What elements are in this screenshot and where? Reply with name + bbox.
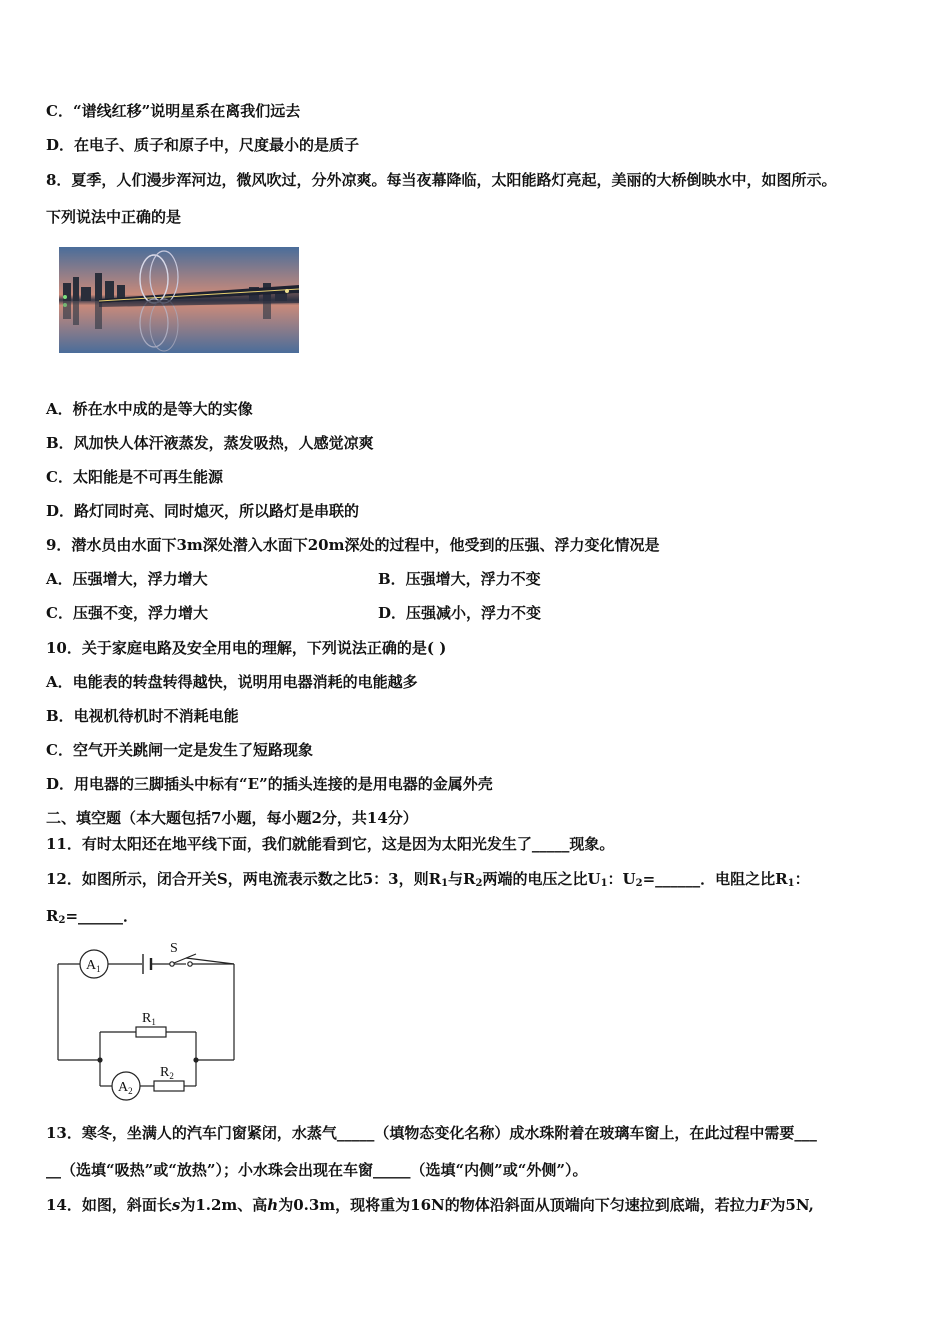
label-letter: R xyxy=(142,1011,152,1026)
q10-option-a: A．电能表的转盘转得越快，说明用电器消耗的电能越多 xyxy=(46,673,418,691)
resistor-r2-label xyxy=(160,1065,174,1081)
q13-line2: __（选填“吸热”或“放热”）；小水珠会出现在车窗_____（选填“内侧”或“外侧”）。 xyxy=(46,1161,588,1179)
q10-option-c: C．空气开关跳闸一定是发生了短路现象 xyxy=(46,741,313,759)
label-sub: 1 xyxy=(151,1017,156,1027)
label-letter: A xyxy=(86,958,97,973)
label-letter: R xyxy=(160,1065,170,1080)
q8-stem-line1: 8．夏季，人们漫步浑河边，微风吹过，分外凉爽。每当夜幕降临，太阳能路灯亮起，美丽的大桥倒映水中，如图所示。 xyxy=(46,171,837,189)
q14-text: 为5N, xyxy=(770,1196,814,1214)
q12-subscript: 2 xyxy=(635,878,643,889)
ammeter-a1-label xyxy=(86,958,101,974)
q12-stem-line2 xyxy=(46,906,138,931)
q14-var-f: F xyxy=(759,1196,771,1214)
q12-subscript: 1 xyxy=(600,878,608,889)
q12-subscript: 1 xyxy=(441,878,449,889)
q7-option-c: C．“谱线红移”说明星系在离我们远去 xyxy=(46,102,301,120)
q14-text: 14．如图，斜面长 xyxy=(46,1196,172,1214)
q12-text: =______．电阻之比R xyxy=(642,870,788,888)
resistor-r1-label xyxy=(142,1011,156,1027)
q12-subscript: 1 xyxy=(787,878,795,889)
label-sub: 1 xyxy=(96,964,101,974)
q8-option-c: C．太阳能是不可再生能源 xyxy=(46,468,223,486)
q9-option-d: D．压强减小，浮力不变 xyxy=(378,604,542,622)
q12-stem-line1 xyxy=(46,869,810,894)
label-letter: A xyxy=(118,1080,129,1095)
q12-subscript: 2 xyxy=(475,878,483,889)
label-sub: 2 xyxy=(128,1086,133,1096)
q7-option-d: D．在电子、质子和原子中，尺度最小的是质子 xyxy=(46,136,360,154)
label-sub: 2 xyxy=(169,1071,174,1081)
q9-option-a: A．压强增大，浮力增大 xyxy=(46,570,208,588)
section-fill-in-heading: 二、填空题（本大题包括7小题，每小题2分，共14分） xyxy=(46,809,418,827)
q14-text: 为1.2m、高 xyxy=(180,1196,268,1214)
switch-s-label: S xyxy=(170,941,178,956)
q12-subscript: 2 xyxy=(58,915,66,926)
q13-line1: 13．寒冬，坐满人的汽车门窗紧闭，水蒸气_____（填物态变化名称）成水珠附着在玻璃车窗上，在此过程中需要___ xyxy=(46,1124,817,1142)
q8-option-a: A．桥在水中成的是等大的实像 xyxy=(46,400,253,418)
q12-text: R xyxy=(46,907,59,925)
q12-text: ：U xyxy=(607,870,636,888)
q8-option-b: B．风加快人体汗液蒸发，蒸发吸热，人感觉凉爽 xyxy=(46,434,374,452)
q9-option-b: B．压强增大，浮力不变 xyxy=(378,570,541,588)
q14-var-h: h xyxy=(267,1196,279,1214)
q12-text: =______． xyxy=(65,907,139,925)
q10-option-d: D．用电器的三脚插头中标有“E”的插头连接的是用电器的金属外壳 xyxy=(46,775,493,793)
q9-stem: 9．潜水员由水面下3m深处潜入水面下20m深处的过程中，他受到的压强、浮力变化情况是 xyxy=(46,536,660,554)
bridge-reflection-photo xyxy=(59,247,299,353)
q10-option-b: B．电视机待机时不消耗电能 xyxy=(46,707,239,725)
q14-var-s: s xyxy=(171,1196,181,1214)
q12-text: ： xyxy=(794,870,810,888)
q14-text: 为0.3m，现将重为16N的物体沿斜面从顶端向下匀速拉到底端，若拉力 xyxy=(278,1196,760,1214)
ammeter-a2-label xyxy=(118,1080,133,1096)
q12-text: 12．如图所示，闭合开关S，两电流表示数之比5：3，则R xyxy=(46,870,442,888)
q10-stem: 10．关于家庭电路及安全用电的理解，下列说法正确的是( ) xyxy=(46,639,447,657)
circuit-diagram xyxy=(50,938,250,1106)
q8-option-d: D．路灯同时亮、同时熄灭，所以路灯是串联的 xyxy=(46,502,360,520)
q8-stem-line2: 下列说法中正确的是 xyxy=(46,208,182,226)
q9-option-c: C．压强不变，浮力增大 xyxy=(46,604,208,622)
q11-stem: 11．有时太阳还在地平线下面，我们就能看到它，这是因为太阳光发生了_____现象。 xyxy=(46,835,615,853)
q14-stem xyxy=(46,1195,814,1215)
q12-text: 两端的电压之比U xyxy=(482,870,601,888)
q12-text: 与R xyxy=(448,870,476,888)
